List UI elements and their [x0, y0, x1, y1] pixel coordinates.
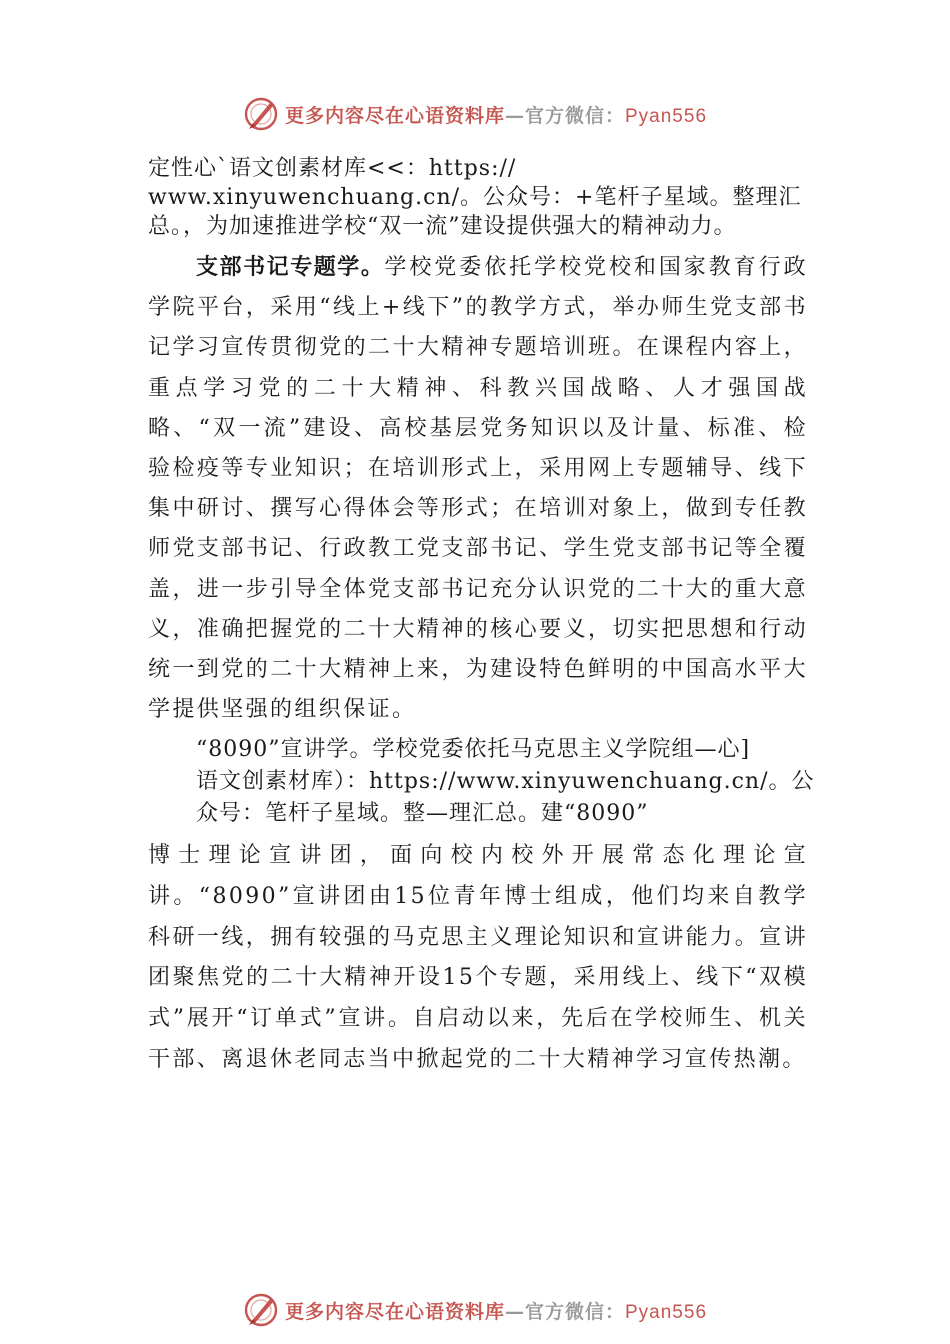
section-body-text: 学校党委依托学校党校和国家教育行政学院平台，采用“线上+线下”的教学方式，举办师生党支部书记学习宣传贯彻党的二十大精神专题培训班。在课程内容上，重点学习党的二十大精神、科教兴国战略、人才强国战略、“双一流”建设、高校基层党务知识以及计量、标准、检验检疫等专业知识；在培训形式上，采用网上专题辅导、线下集中研讨、撰写心得体会等形式；在培训对象上，做到专任教师党支部书记、行政教工党支部书记、学生党支部书记等全覆盖，进一步引导全体党支部书记充分认识党的二十大的重大意义，准确把握党的二十大精神的核心要义，切实把思想和行动统一到党的二十大精神上来，为建设特色鲜明的中国高水平大学提供坚强的组织保证。	[148, 255, 808, 723]
footer-banner	[0, 1290, 950, 1330]
banner-dash: —	[504, 104, 525, 127]
section-8090-line-3: 众号：笔杆子星域。整—理汇总。建“8090”	[196, 801, 649, 826]
banner-text	[285, 1297, 707, 1324]
banner-wechat-label: 官方微信：	[524, 1300, 625, 1323]
section-8090-line-1: “8090”宣讲学。学校党委依托马克思主义学院组—心]	[196, 737, 751, 762]
watermark-line-2: www.xinyuwenchuang.cn/。公众号：+笔杆子星域。整理汇	[148, 185, 802, 210]
section-8090-line-2: 语文创素材库）：https://www.xinyuwenchuang.cn/。公	[196, 769, 815, 794]
watermark-line-3: 总。，为加速推进学校“双一流”建设提供强大的精神动力。	[148, 214, 737, 239]
banner-text	[285, 101, 707, 128]
banner-wechat-handle: Pyan556	[625, 1301, 708, 1323]
header-banner	[0, 94, 950, 134]
banner-red-text: 更多内容尽在心语资料库	[284, 1300, 505, 1323]
watermark-line-1: 定性心`语文创素材库<<：https://	[148, 156, 517, 181]
section-lead-heading: 支部书记专题学。	[196, 255, 385, 280]
section-8090-intro	[196, 734, 836, 830]
quill-seal-icon	[243, 96, 279, 132]
watermark-overlay	[148, 154, 808, 241]
banner-wechat-handle: Pyan556	[625, 105, 708, 127]
banner-wechat-label: 官方微信：	[524, 104, 625, 127]
section-branch-secretary-paragraph	[148, 248, 808, 730]
banner-red-text: 更多内容尽在心语资料库	[284, 104, 505, 127]
section-branch-secretary	[148, 248, 808, 730]
banner-dash: —	[504, 1300, 525, 1323]
section-8090-paragraph: 博士理论宣讲团，面向校内校外开展常态化理论宣讲。“8090”宣讲团由15位青年博士组成，他们均来自教学科研一线，拥有较强的马克思主义理论知识和宣讲能力。宣讲团聚焦党的二十大精神开设15个专题，采用线上、线下“双模式”展开“订单式”宣讲。自启动以来，先后在学校师生、机关干部、离退休老同志当中掀起党的二十大精神学习宣传热潮。	[148, 843, 808, 1072]
section-8090-body	[148, 836, 808, 1081]
quill-seal-icon	[243, 1292, 279, 1328]
